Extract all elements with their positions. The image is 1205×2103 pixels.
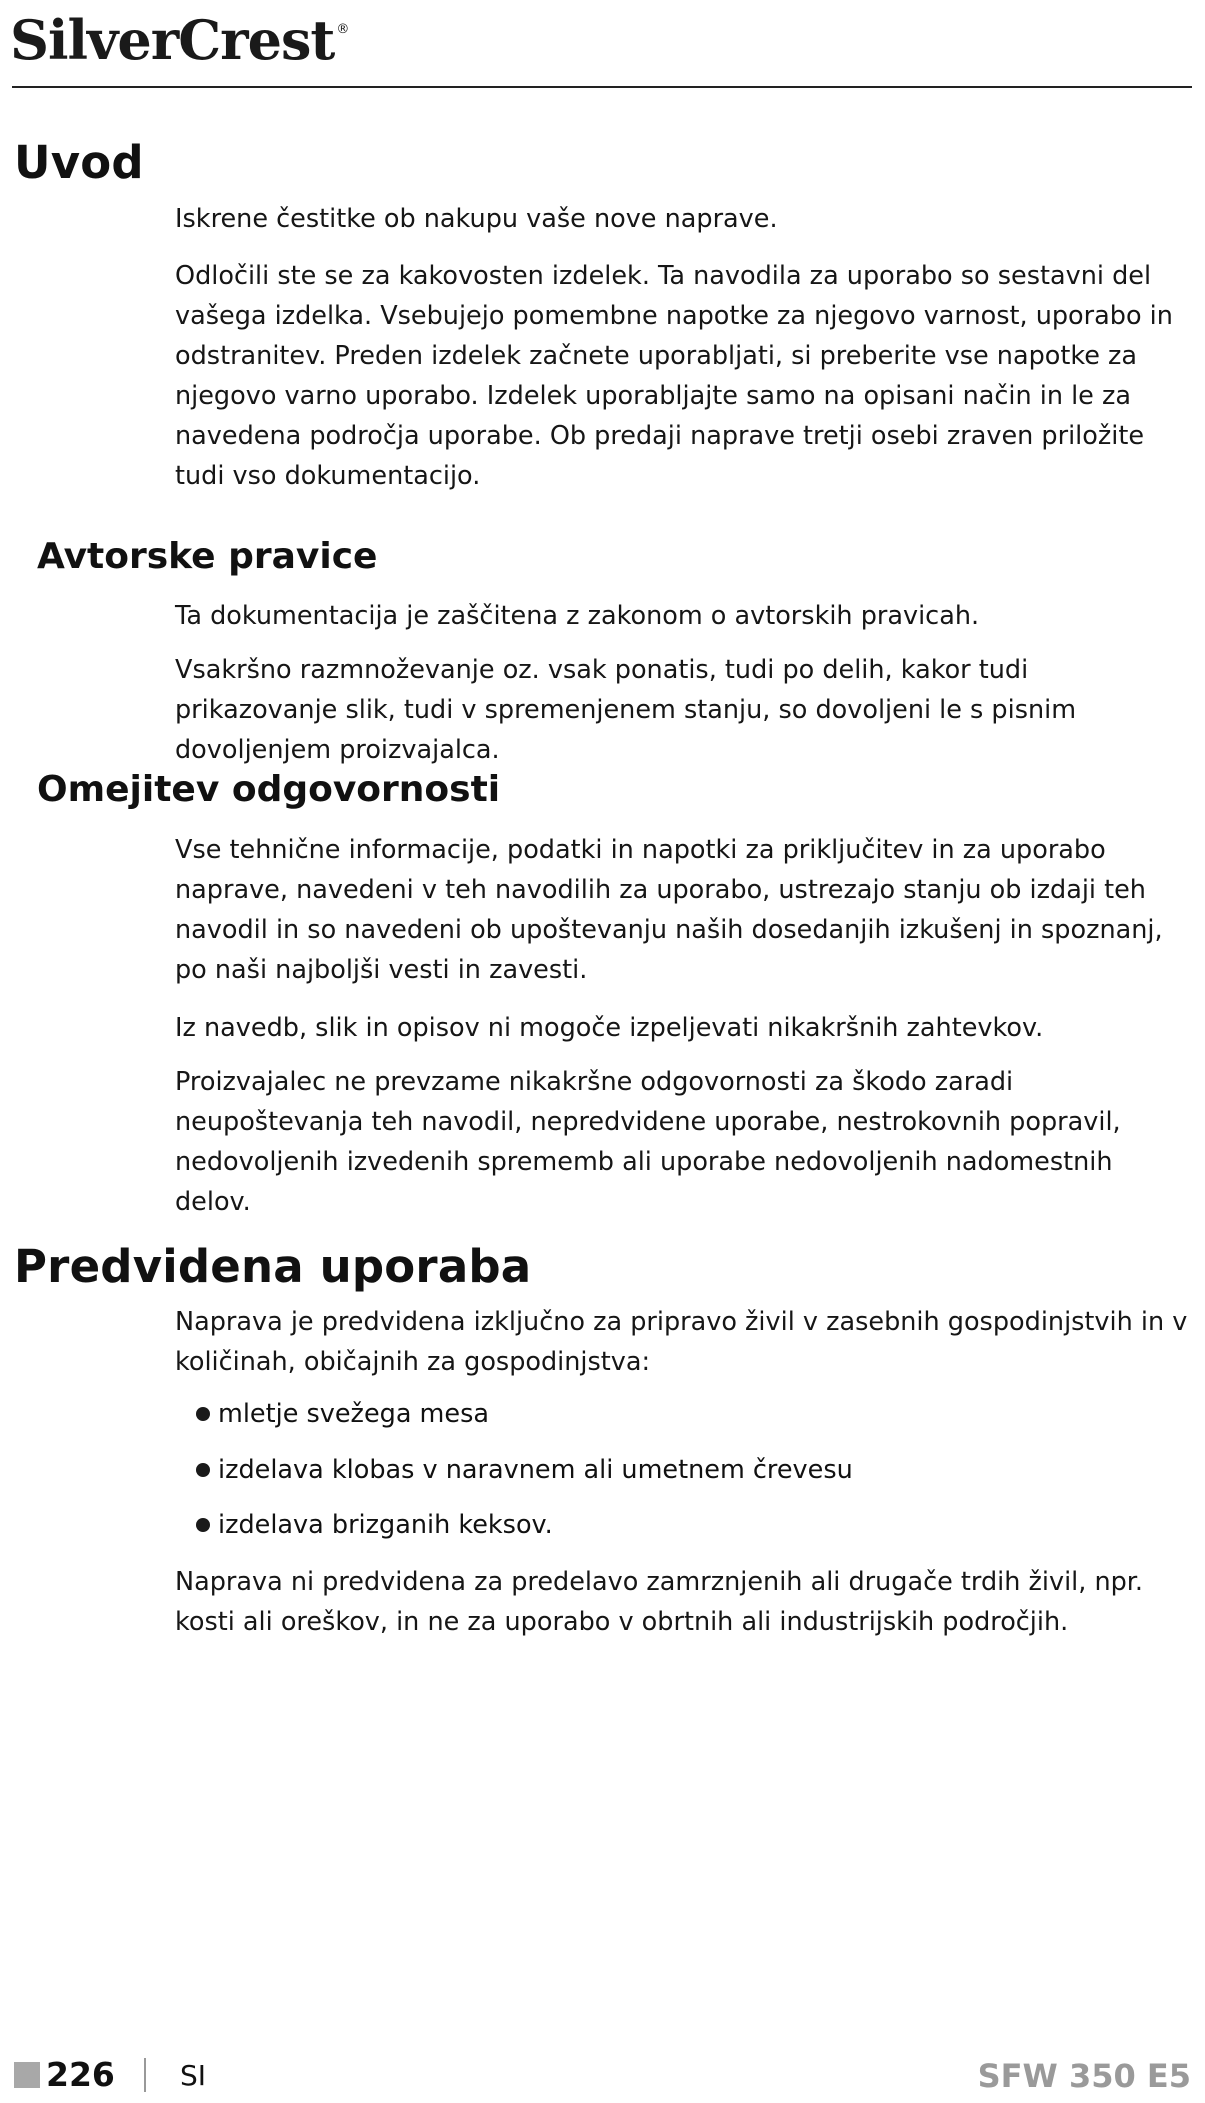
omejitev-paragraph-3: Proizvajalec ne prevzame nikakršne odgovornosti za škodo zaradi neupoštevanja teh navodil, nepredvidene uporabe, nestrokovnih popravil, nedovoljenih izvedenih sprememb ali uporabe nedovoljenih nadomestnih delov. <box>175 1067 1121 1217</box>
uvod-paragraph-1: Iskrene čestitke ob nakupu vaše nove naprave. <box>175 204 778 234</box>
omejitev-paragraph-2: Iz navedb, slik in opisov ni mogoče izpeljevati nikakršnih zahtevkov. <box>175 1013 1044 1043</box>
predvidena-paragraph-1: Naprava je predvidena izključno za pripravo živil v zasebnih gospodinjstvih in v količinah, običajnih za gospodinjstva: <box>175 1307 1188 1377</box>
brand-name: SilverCrest <box>10 8 335 72</box>
brand-logo <box>10 8 348 72</box>
header-divider <box>12 86 1192 88</box>
avtorske-paragraph-2: Vsakršno razmnoževanje oz. vsak ponatis, tudi po delih, kakor tudi prikazovanje slik, tudi v spremenjenem stanju, so dovoljeni le s pisnim dovoljenjem proizvajalca. <box>175 655 1077 765</box>
bullet-dot-icon <box>196 1407 210 1421</box>
bullet-item <box>218 1505 553 1545</box>
bullet-dot-icon <box>196 1463 210 1477</box>
registered-mark: ® <box>336 22 349 37</box>
language-code: SI <box>180 2059 207 2092</box>
omejitev-paragraph-1: Vse tehnične informacije, podatki in napotki za priključitev in za uporabo naprave, navedeni v teh navodilih za uporabo, ustrezajo stanju ob izdaji teh navodil in so navedeni ob upoštevanju naših dosedanjih izkušenj in spoznanj, po naši najboljši vesti in zavesti. <box>175 835 1163 985</box>
footer-divider <box>144 2058 146 2092</box>
section-title-omejitev-odgovornosti: Omejitev odgovornosti <box>37 769 501 810</box>
predvidena-paragraph-2: Naprava ni predvidena za predelavo zamrznjenih ali drugače trdih živil, npr. kosti ali oreškov, in ne za uporabo v obrtnih ali industrijskih področjih. <box>175 1567 1144 1637</box>
uvod-paragraph-2: Odločili ste se za kakovosten izdelek. Ta navodila za uporabo so sestavni del vašega izdelka. Vsebujejo pomembne napotke za njegovo varnost, uporabo in odstranitev. Preden izdelek začnete uporabljati, si preberite vse napotke za njegovo varno uporabo. Izdelek uporabljajte samo na opisani način in le za navedena področja uporabe. Ob predaji naprave tretji osebi zraven priložite tudi vso dokumentacijo. <box>175 261 1173 491</box>
section-title-avtorske-pravice: Avtorske pravice <box>37 536 378 577</box>
bullet-item <box>218 1394 489 1434</box>
page-number: 226 <box>46 2055 115 2094</box>
avtorske-paragraph-1: Ta dokumentacija je zaščitena z zakonom o avtorskih pravicah. <box>175 601 980 631</box>
page-marker-square <box>14 2062 40 2088</box>
section-title-uvod: Uvod <box>14 136 144 189</box>
bullet-text: mletje svežega mesa <box>218 1399 489 1429</box>
bullet-text: izdelava brizganih keksov. <box>218 1510 553 1540</box>
bullet-dot-icon <box>196 1518 210 1532</box>
bullet-item <box>218 1450 853 1490</box>
model-number: SFW 350 E5 <box>977 2057 1191 2095</box>
section-title-predvidena-uporaba: Predvidena uporaba <box>14 1240 532 1293</box>
bullet-text: izdelava klobas v naravnem ali umetnem črevesu <box>218 1455 853 1485</box>
